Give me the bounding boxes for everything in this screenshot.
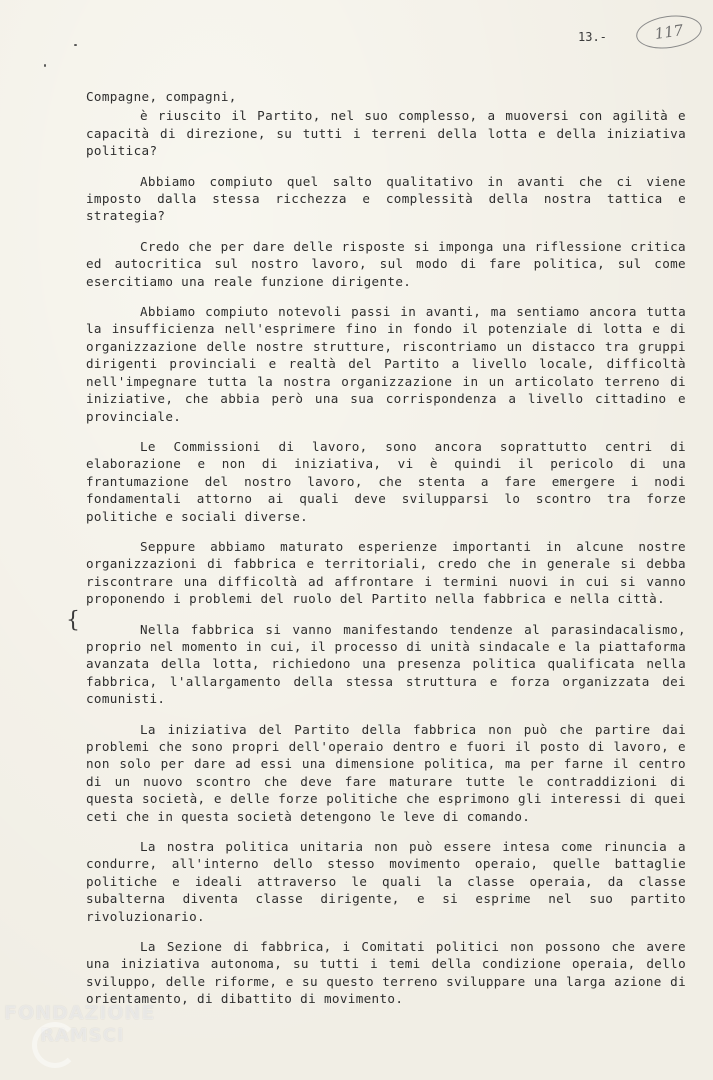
watermark-line-1: FONDAZIONE [4,1002,156,1024]
paragraph: Nella fabbrica si vanno manifestando tendenze al parasindacalismo, proprio nel momento in cui, il processo di unità sindacale e la piattaforma avanzata della lotta, richiedono una presenza politica qualificata nella fabbrica, l'allargamento della stessa struttura e forza organizzata dei comunisti. [86,621,686,707]
paragraph: La iniziativa del Partito della fabbrica non può che partire dai problemi che sono propri dell'operaio dentro e fuori il posto di lavoro, e non solo per dare ad essi una dimensione politica, ma per farne il centro di un nuovo scontro che deve fare maturare tutte le contraddizioni di questa società, e delle forze politiche che esprimono gli interessi di quei ceti che in questa società detengono le leve di comando. [86,721,686,824]
letter-body [86,88,686,1021]
paragraph: Seppure abbiamo maturato esperienze importanti in alcune nostre organizzazioni di fabbrica e territoriali, credo che in generale si debba riscontrare una difficoltà ad affrontare i termini nuovi in cui si vanno proponendo i problemi del ruolo del Partito nella fabbrica e nella città. [86,538,686,607]
paragraph: Abbiamo compiuto quel salto qualitativo in avanti che ci viene imposto dalla stessa ricchezza e complessità della nostra tattica e strategia? [86,173,686,224]
watermark-line-2: RAMSCI [40,1025,125,1046]
scan-speck [74,44,77,46]
paragraph: Abbiamo compiuto notevoli passi in avanti, ma sentiamo ancora tutta la insufficienza nell'esprimere fino in fondo il potenziale di lotta e di organizzazione delle nostre strutture, riscontriamo un distacco tra gruppi dirigenti provinciali e realtà del Partito a livello locale, difficoltà nell'impegnare tutta la nostra organizzazione in un articolato terreno di iniziative, che abbia però una sua corrispondenza a livello cittadino e provinciale. [86,304,686,424]
archive-number-stamp: 117 [634,12,704,53]
margin-mark: { [66,608,80,633]
gramsci-g-logo-icon [32,1022,78,1068]
paragraph: è riuscito il Partito, nel suo complesso, a muoversi con agilità e capacità di direzione, su tutti i terreni della lotta e della iniziativa politica? [86,108,686,159]
paragraph: Le Commissioni di lavoro, sono ancora soprattutto centri di elaborazione e non di iniziativa, vi è quindi il pericolo di una frantumazione del nostro lavoro, che stenta a fare emergere i nodi fondamentali attorno ai quali deve svilupparsi lo scontro tra forze politiche e sociali diverse. [86,438,686,524]
salutation: Compagne, compagni, [86,89,237,104]
scan-speck [44,64,46,67]
fondazione-gramsci-watermark [4,1004,155,1045]
paragraph: La nostra politica unitaria non può essere intesa come rinuncia a condurre, all'interno dello stesso movimento operaio, quelle battaglie politiche e ideali attraverso le quali la classe operaia, da classe subalterna diventa classe dirigente, e si esprime nel suo partito rivoluzionario. [86,839,686,924]
page-number: 13.- [578,30,607,44]
paragraph: La Sezione di fabbrica, i Comitati politici non possono che avere una iniziativa autonoma, su tutti i temi della condizione operaia, dello sviluppo, delle riforme, e su questo terreno sviluppare una larga azione di orientamento, di dibattito di movimento. [86,939,686,1007]
paragraph: Credo che per dare delle risposte si imponga una riflessione critica ed autocritica sul nostro lavoro, sul modo di fare politica, sul come esercitiamo una reale funzione dirigente. [86,238,686,289]
